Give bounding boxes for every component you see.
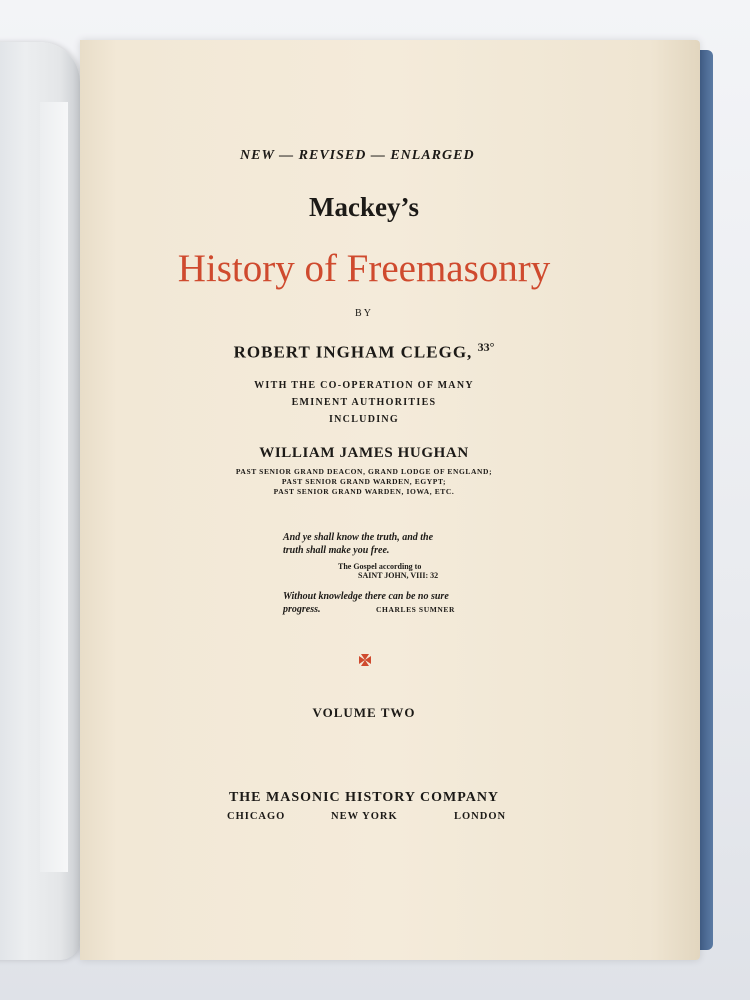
title-page-content (80, 40, 700, 960)
cooperation-line-3: INCLUDING (328, 414, 400, 425)
city-new-york: NEW YORK (331, 811, 398, 822)
edition-line: NEW — REVISED — ENLARGED (240, 148, 475, 163)
credential-line-1: PAST SENIOR GRAND DEACON, GRAND LODGE OF ENGLAND; (235, 467, 493, 476)
publisher-name: THE MASONIC HISTORY COMPANY (228, 790, 500, 805)
by-line: BY (355, 308, 373, 319)
left-page (0, 42, 80, 960)
cooperation-line-2: EMINENT AUTHORITIES (291, 397, 437, 408)
left-page-highlight (40, 102, 68, 872)
quote1-line-2: truth shall make you free. (283, 545, 390, 556)
quote1-source-line-2: SAINT JOHN, VIII: 32 (358, 571, 439, 580)
credential-line-2: PAST SENIOR GRAND WARDEN, EGYPT; (281, 477, 447, 486)
author-degree: 33° (477, 340, 495, 354)
city-chicago: CHICAGO (227, 811, 286, 822)
quote2-line-1: Without knowledge there can be no sure (283, 591, 449, 602)
author-name (80, 340, 648, 363)
mackeys-heading: Mackey’s (309, 192, 419, 222)
quote2-line-2: progress. (283, 604, 321, 615)
volume-label: VOLUME TWO (312, 705, 416, 720)
author-text: ROBERT INGHAM CLEGG, (233, 342, 473, 362)
contributor-name: WILLIAM JAMES HUGHAN (259, 445, 469, 461)
maltese-cross-icon (358, 653, 372, 667)
credential-line-3: PAST SENIOR GRAND WARDEN, IOWA, ETC. (273, 487, 455, 496)
quote2-author: CHARLES SUMNER (376, 605, 456, 614)
quote1-source-line-1: The Gospel according to (338, 562, 422, 571)
city-london: LONDON (454, 811, 507, 822)
quote1-line-1: And ye shall know the truth, and the (283, 532, 434, 543)
cooperation-line-1: WITH THE CO-OPERATION OF MANY (254, 380, 474, 391)
book-title: History of Freemasonry (177, 247, 551, 290)
title-page (80, 40, 700, 960)
